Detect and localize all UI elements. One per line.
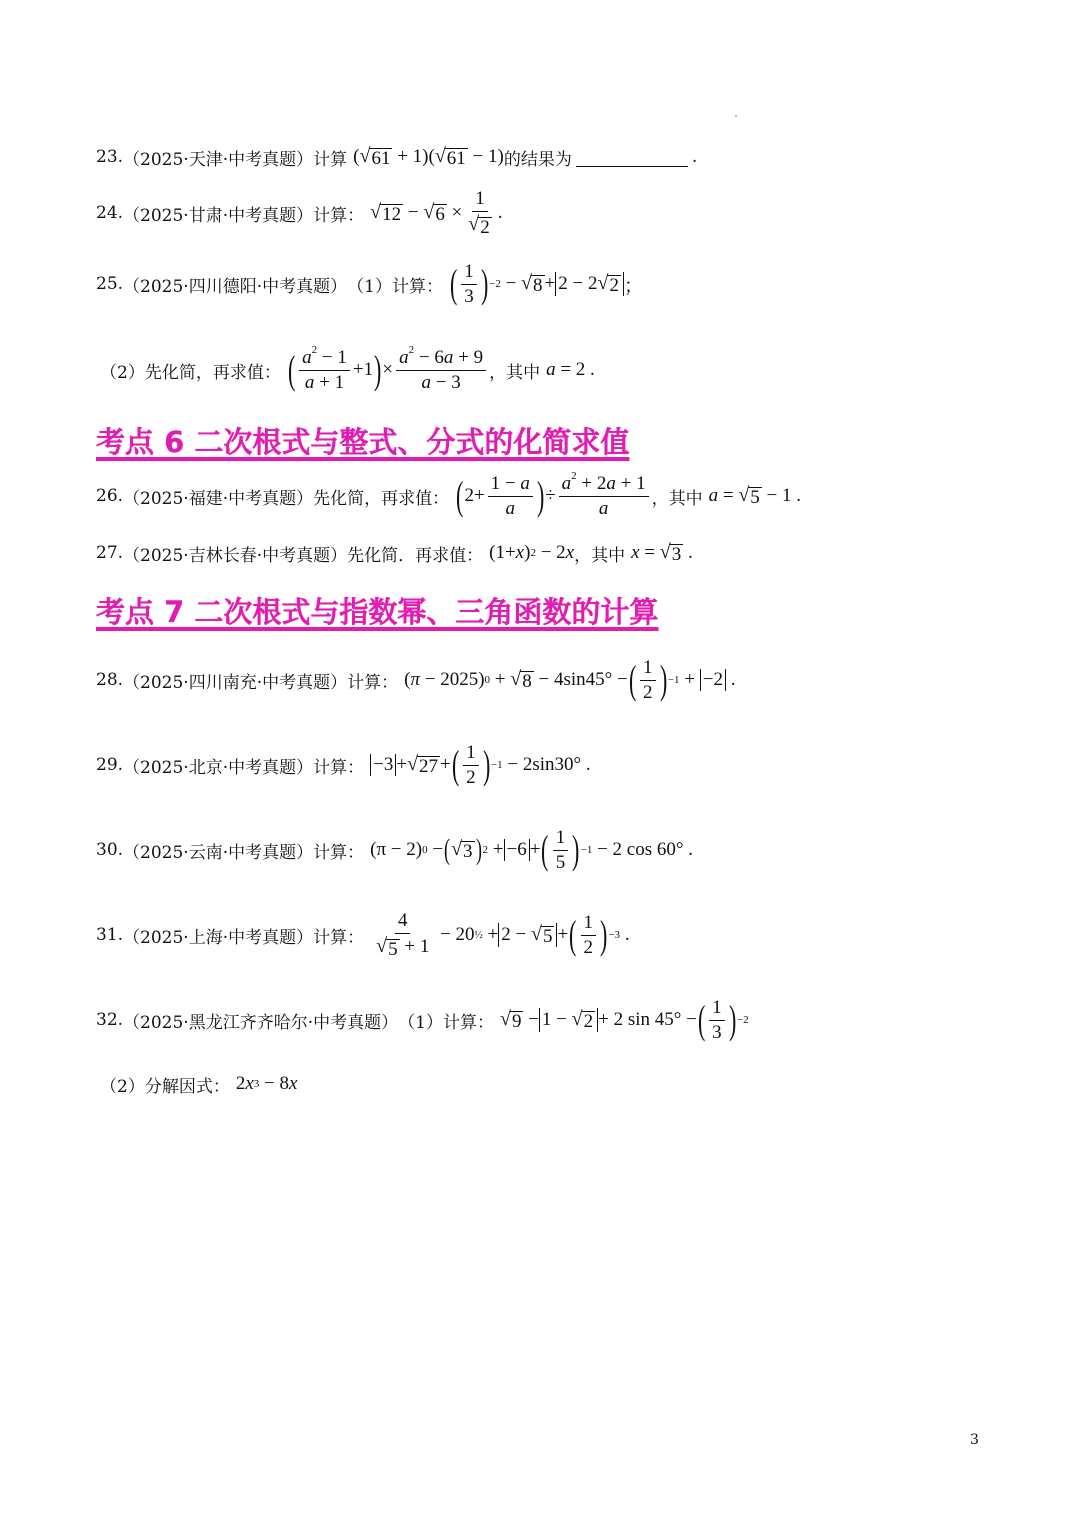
problem-24 <box>96 183 1036 243</box>
problem-lead: （2）先化简，再求值： <box>100 362 281 383</box>
problem-tail: ，其中 <box>651 488 703 509</box>
math-expression: ( $\frac{1}{3}$ ) −2 − √ 8 + 2 − 2 √ 2 ； <box>449 260 643 307</box>
problem-lead: 计算： <box>313 927 365 948</box>
math-expression: √ 9 − 1 − √ 2 + 2 sin 45° − ( $\frac{1}{3}$ ) −2 <box>499 996 749 1043</box>
problem-source: （2025·上海·中考真题） <box>123 927 314 948</box>
problem-lead: 计算 <box>313 149 348 170</box>
problem-28 <box>96 650 1036 710</box>
problem-source: （2025·北京·中考真题） <box>123 757 314 778</box>
problem-source: （2025·天津·中考真题） <box>123 149 314 170</box>
problem-tail: ，其中 <box>489 362 541 383</box>
scan-speck <box>735 115 737 117</box>
problem-number: 27. <box>96 543 124 563</box>
problem-32 <box>96 990 1036 1050</box>
problem-source: （2025·云南·中考真题） <box>123 842 314 863</box>
problem-30 <box>96 820 1036 880</box>
problem-tail: ，其中 <box>574 545 626 566</box>
page-number: 3 <box>970 1432 979 1448</box>
problem-23 <box>96 127 1036 187</box>
math-expression: 2 x 3 − 8 x <box>235 1073 298 1094</box>
section-heading-7: 考点 7 二次根式与指数幂、三角函数的计算 <box>96 594 659 629</box>
problem-number: 24. <box>96 203 124 223</box>
math-expression: 4 √ 5 + 1 − 20 ½ + 2 − √ 5 + ( $\frac{1}{2}$ ) −3 . <box>376 909 630 960</box>
problem-source: （2025·福建·中考真题） <box>123 488 314 509</box>
problem-26 <box>96 466 1036 526</box>
problem-lead: 计算： <box>313 757 365 778</box>
problem-number: 31. <box>96 925 124 945</box>
problem-lead: 计算： <box>313 205 365 226</box>
problem-29 <box>96 735 1036 795</box>
answer-blank[interactable] <box>576 148 688 167</box>
problem-number: 25. <box>96 274 124 294</box>
math-expression: √ 12 − √ 6 × 1 √ 2 . <box>370 187 503 238</box>
math-expression: ( $\frac{a^2 - 1}{a + 1}$ +1 ) × $\frac{a^2 - 6a + 9}{a - 3}$ <box>287 348 489 393</box>
period: . <box>691 147 698 167</box>
math-expression: −3 + √ 27 + ( $\frac{1}{2}$ ) −1 − 2sin30° . <box>370 743 591 788</box>
problem-number: 32. <box>96 1010 124 1030</box>
problem-source: （2025·黑龙江齐齐哈尔·中考真题） <box>123 1012 399 1033</box>
problem-lead: （2）分解因式： <box>100 1076 230 1097</box>
problem-source: （2025·四川德阳·中考真题） <box>123 276 348 297</box>
problem-27 <box>96 523 1036 583</box>
condition: x = √ 3 . <box>631 541 693 566</box>
problem-lead: 计算： <box>313 842 365 863</box>
math-expression: ( 2+ $\frac{1 - a}{a}$ ) ÷ $\frac{a^2 + 2a + 1}{a}$ <box>455 474 651 519</box>
problem-source: （2025·吉林长春·中考真题） <box>123 545 348 566</box>
problem-lead: （1）计算： <box>347 276 443 297</box>
problem-number: 30. <box>96 840 124 860</box>
problem-source: （2025·四川南充·中考真题） <box>123 672 348 693</box>
problem-25-part2 <box>100 340 1040 400</box>
problem-lead: 先化简，再求值： <box>313 488 450 509</box>
problem-tail: 的结果为 <box>503 149 572 170</box>
condition: a = √ 5 − 1 . <box>708 484 802 509</box>
problem-number: 23. <box>96 147 124 167</box>
section-heading-6: 考点 6 二次根式与整式、分式的化简求值 <box>96 424 630 459</box>
problem-25 <box>96 254 1036 314</box>
problem-number: 28. <box>96 670 124 690</box>
math-expression: ( π − 2025) 0 + √ 8 − 4sin45° − ( $\frac{1}{2}$ ) −1 + −2 . <box>404 656 736 703</box>
problem-lead: 先化简．再求值： <box>347 545 484 566</box>
problem-31 <box>96 905 1036 965</box>
math-expression: (π − 2) 0 − ( √ 3 ) 2 + −6 + ( $\frac{1}{5}$ ) −1 − 2 cos 60° . <box>370 826 693 873</box>
math-expression: (1+ x ) 2 − 2 x <box>489 542 575 563</box>
problem-number: 26. <box>96 486 124 506</box>
problem-lead: （1）计算： <box>398 1012 494 1033</box>
problem-lead: 计算： <box>347 672 399 693</box>
problem-32-part2 <box>100 1054 1040 1114</box>
math-expression: ( √ 61 + 1)( √ 61 − 1) <box>353 145 504 170</box>
condition: a = 2 . <box>546 359 595 380</box>
problem-number: 29. <box>96 755 124 775</box>
problem-source: （2025·甘肃·中考真题） <box>123 205 314 226</box>
